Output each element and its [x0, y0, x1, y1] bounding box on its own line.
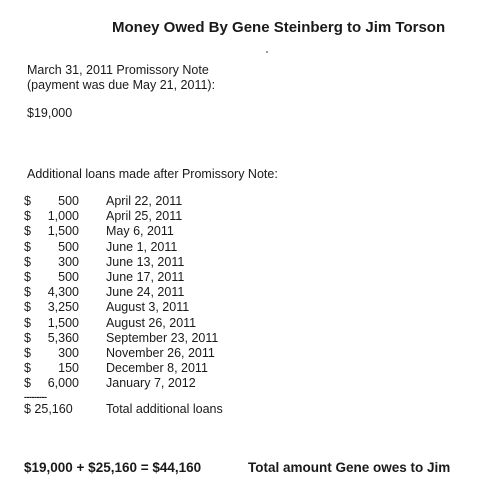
loan-date: April 22, 2011 [106, 194, 183, 208]
loan-amount: 1,500 [47, 224, 79, 239]
loan-currency: $ [24, 300, 31, 315]
loan-amount: 150 [58, 361, 79, 376]
loan-currency: $ [24, 345, 31, 360]
loan-currency: $ [24, 315, 31, 330]
loan-currency: $ [24, 224, 31, 239]
loan-amount: 500 [58, 194, 79, 208]
loan-amount: 3,250 [47, 300, 79, 315]
loan-date: November 26, 2011 [106, 345, 215, 360]
loan-list [24, 194, 244, 391]
promissory-note-info [27, 63, 215, 93]
document-title: Money Owed By Gene Steinberg to Jim Torson [112, 19, 446, 36]
loan-row [24, 361, 244, 376]
loan-date: May 6, 2011 [106, 224, 174, 239]
loan-currency: $ [24, 285, 31, 300]
loan-row [24, 209, 244, 224]
principal-amount: $19,000 [27, 106, 73, 120]
total-additional-label: Total additional loans [106, 402, 223, 416]
loan-amount: 1,500 [47, 315, 79, 330]
loan-row [24, 240, 244, 255]
loan-currency: $ [24, 330, 31, 345]
loan-amount: 4,300 [47, 285, 79, 300]
loan-date: June 24, 2011 [106, 285, 185, 300]
note-line-2: (payment was due May 21, 2011): [27, 78, 216, 92]
loan-row [24, 194, 244, 209]
loan-date: August 3, 2011 [106, 300, 190, 315]
loan-currency: $ [24, 269, 31, 284]
loan-amount: 5,360 [47, 330, 79, 345]
grand-total-equation: $19,000 + $25,160 = $44,160 [24, 460, 202, 475]
loan-currency: $ [24, 376, 31, 391]
loan-date: June 13, 2011 [106, 254, 185, 269]
loan-date: April 25, 2011 [106, 209, 183, 224]
loan-amount: 300 [58, 254, 79, 269]
loan-row [24, 376, 244, 391]
loan-date: September 23, 2011 [106, 330, 219, 345]
loan-date: August 26, 2011 [106, 315, 197, 330]
loan-row [24, 346, 244, 361]
loan-row [24, 224, 244, 239]
loan-amount: 500 [58, 239, 79, 254]
loan-currency: $ [24, 254, 31, 269]
grand-total-label: Total amount Gene owes to Jim [248, 460, 451, 475]
sum-divider: --------- [24, 392, 47, 402]
loan-date: December 8, 2011 [106, 361, 208, 376]
loan-row [24, 331, 244, 346]
total-additional-amount: $ 25,160 [24, 402, 73, 416]
loan-amount: 300 [58, 345, 79, 360]
loan-date: June 1, 2011 [106, 239, 178, 254]
loan-currency: $ [24, 239, 31, 254]
loan-currency: $ [24, 361, 31, 376]
loan-currency: $ [24, 209, 31, 224]
loan-currency: $ [24, 194, 31, 208]
loan-row [24, 316, 244, 331]
loan-amount: 6,000 [47, 376, 79, 391]
loan-row [24, 285, 244, 300]
loan-date: June 17, 2011 [106, 269, 185, 284]
scan-speck [266, 51, 268, 53]
loan-date: January 7, 2012 [106, 376, 196, 391]
loan-row [24, 300, 244, 315]
loan-amount: 500 [58, 269, 79, 284]
loans-heading: Additional loans made after Promissory Note: [27, 167, 278, 181]
loan-amount: 1,000 [47, 209, 79, 224]
loan-row [24, 255, 244, 270]
note-line-1: March 31, 2011 Promissory Note [27, 63, 209, 77]
loan-row [24, 270, 244, 285]
